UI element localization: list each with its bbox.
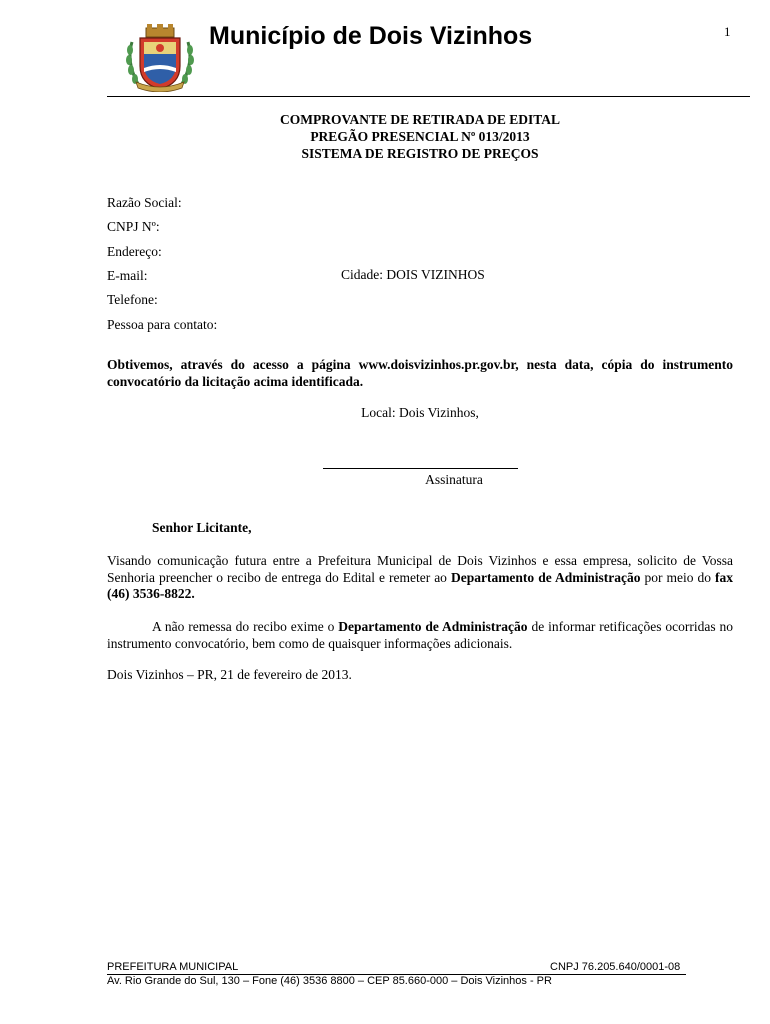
salutation: Senhor Licitante, <box>152 520 252 535</box>
signature-label: Assinatura <box>425 472 483 487</box>
field-razao-social: Razão Social: <box>107 195 182 210</box>
page-number: 1 <box>724 24 731 39</box>
field-cidade: Cidade: DOIS VIZINHOS <box>341 267 485 282</box>
document-heading-line-1: COMPROVANTE DE RETIRADA DE EDITAL <box>279 112 561 127</box>
date-line: Dois Vizinhos – PR, 21 de fevereiro de 2013. <box>107 667 352 682</box>
local-line: Local: Dois Vizinhos, <box>361 405 479 420</box>
header-divider <box>107 96 750 97</box>
field-email: E-mail: <box>107 268 148 283</box>
document-heading-line-2: PREGÃO PRESENCIAL Nº 013/2013 <box>310 129 530 144</box>
footer-cnpj: CNPJ 76.205.640/0001-08 <box>550 961 681 973</box>
department-name: Departamento de Administração <box>450 569 641 585</box>
statement-paragraph: Obtivemos, através do acesso a página www.doisvizinhos.pr.gov.br, nesta data, cópia do instrumento convocatório da licitação acima identificada. <box>107 357 733 389</box>
municipality-title: Município de Dois Vizinhos <box>209 22 533 50</box>
signature-line <box>323 468 518 469</box>
municipal-coat-of-arms-icon <box>124 22 196 92</box>
letter-paragraph-1: Visando comunicação futura entre a Prefeitura Municipal de Dois Vizinhos e essa empresa, solicito de Vossa Senhoria preencher o recibo de entrega do Edital e remeter ao Departamento de Administração por meio do fax (46) 3536-8822. <box>107 553 733 601</box>
letter-paragraph-2: A não remessa do recibo exime o Departamento de Administração de informar retificações ocorridas no instrumento convocatório, bem como de quaisquer informações adicionais. <box>107 619 733 651</box>
fax-number: fax (46) 3536-8822. <box>107 569 733 601</box>
field-cnpj: CNPJ Nº: <box>107 219 160 234</box>
field-telefone: Telefone: <box>107 292 158 307</box>
department-name: Departamento de Administração <box>338 619 528 634</box>
footer-organization: PREFEITURA MUNICIPAL <box>107 961 239 973</box>
document-heading-line-3: SISTEMA DE REGISTRO DE PREÇOS <box>301 146 539 161</box>
field-contato: Pessoa para contato: <box>107 317 218 332</box>
field-endereco: Endereço: <box>107 244 162 259</box>
footer-address: Av. Rio Grande do Sul, 130 – Fone (46) 3536 8800 – CEP 85.660-000 – Dois Vizinhos - PR <box>107 975 552 987</box>
